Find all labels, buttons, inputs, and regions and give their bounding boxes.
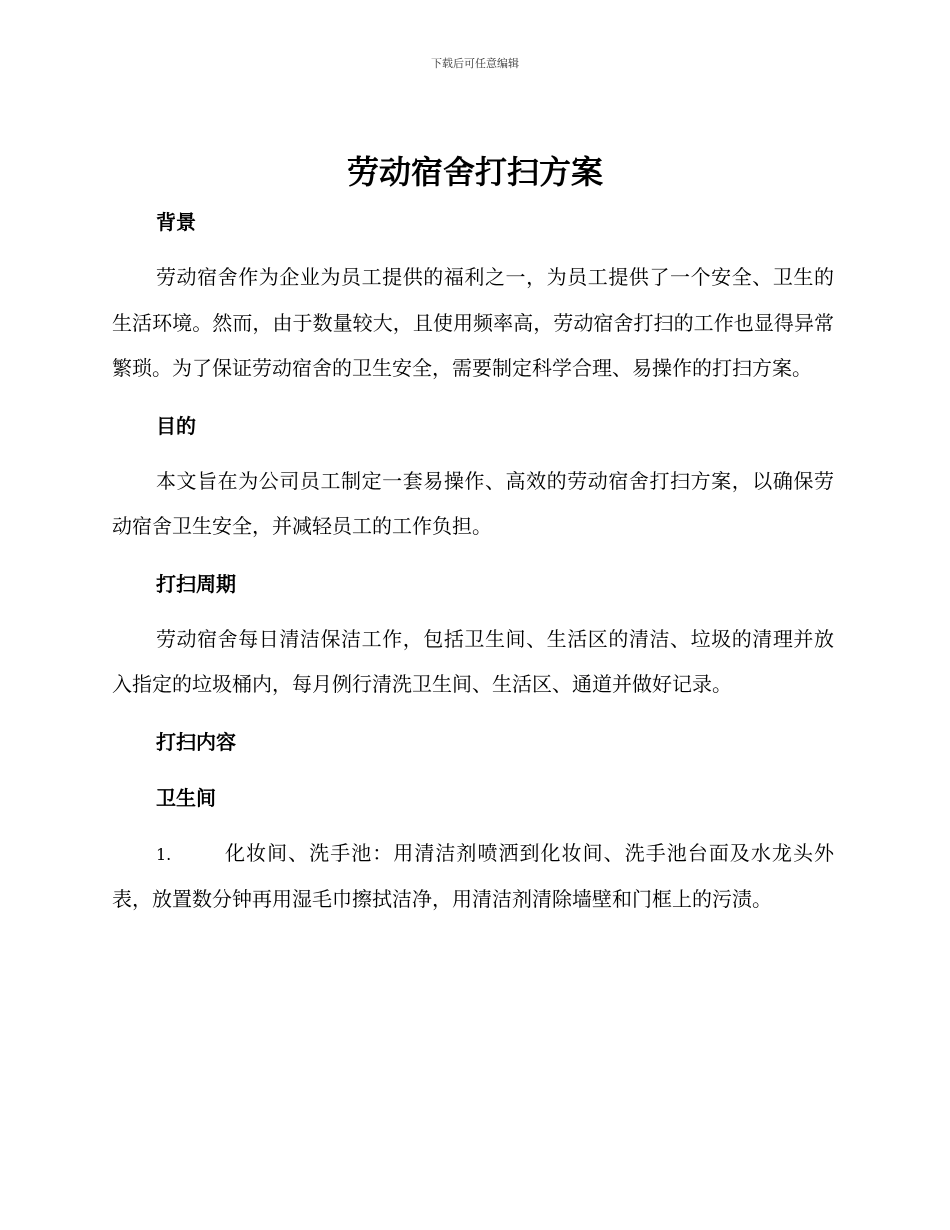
section-text-purpose: 本文旨在为公司员工制定一套易操作、高效的劳动宿舍打扫方案，以确保劳动宿舍卫生安全，并减轻员工的工作负担。 xyxy=(112,468,834,538)
section-text-background: 劳动宿舍作为企业为员工提供的福利之一，为员工提供了一个安全、卫生的生活环境。然而，由于数量较大，且使用频率高，劳动宿舍打扫的工作也显得异常繁琐。为了保证劳动宿舍的卫生安全，需要制定科学合理、易操作的打扫方案。 xyxy=(112,265,834,380)
section-heading-background: 背景 xyxy=(156,210,196,234)
list-item-number: 1. xyxy=(156,844,172,864)
document-title: 劳动宿舍打扫方案 xyxy=(346,153,603,191)
document-body xyxy=(112,200,834,923)
list-item xyxy=(112,831,834,923)
section-heading-purpose: 目的 xyxy=(156,413,196,438)
list-item-text: 化妆间、洗手池：用清洁剂喷洒到化妆间、洗手池台面及水龙头外表，放置数分钟再用湿毛巾擦拭洁净，用清洁剂清除墙壁和门框上的污渍。 xyxy=(112,840,834,911)
header-note: 下载后可任意编辑 xyxy=(431,57,519,70)
section-text-cycle: 劳动宿舍每日清洁保洁工作，包括卫生间、生活区的清洁、垃圾的清理并放入指定的垃圾桶内，每月例行清洗卫生间、生活区、通道并做好记录。 xyxy=(112,626,834,696)
section-heading-content: 打扫内容 xyxy=(156,729,236,754)
subsection-heading-bathroom: 卫生间 xyxy=(156,785,216,810)
section-heading-cycle: 打扫周期 xyxy=(156,571,236,596)
